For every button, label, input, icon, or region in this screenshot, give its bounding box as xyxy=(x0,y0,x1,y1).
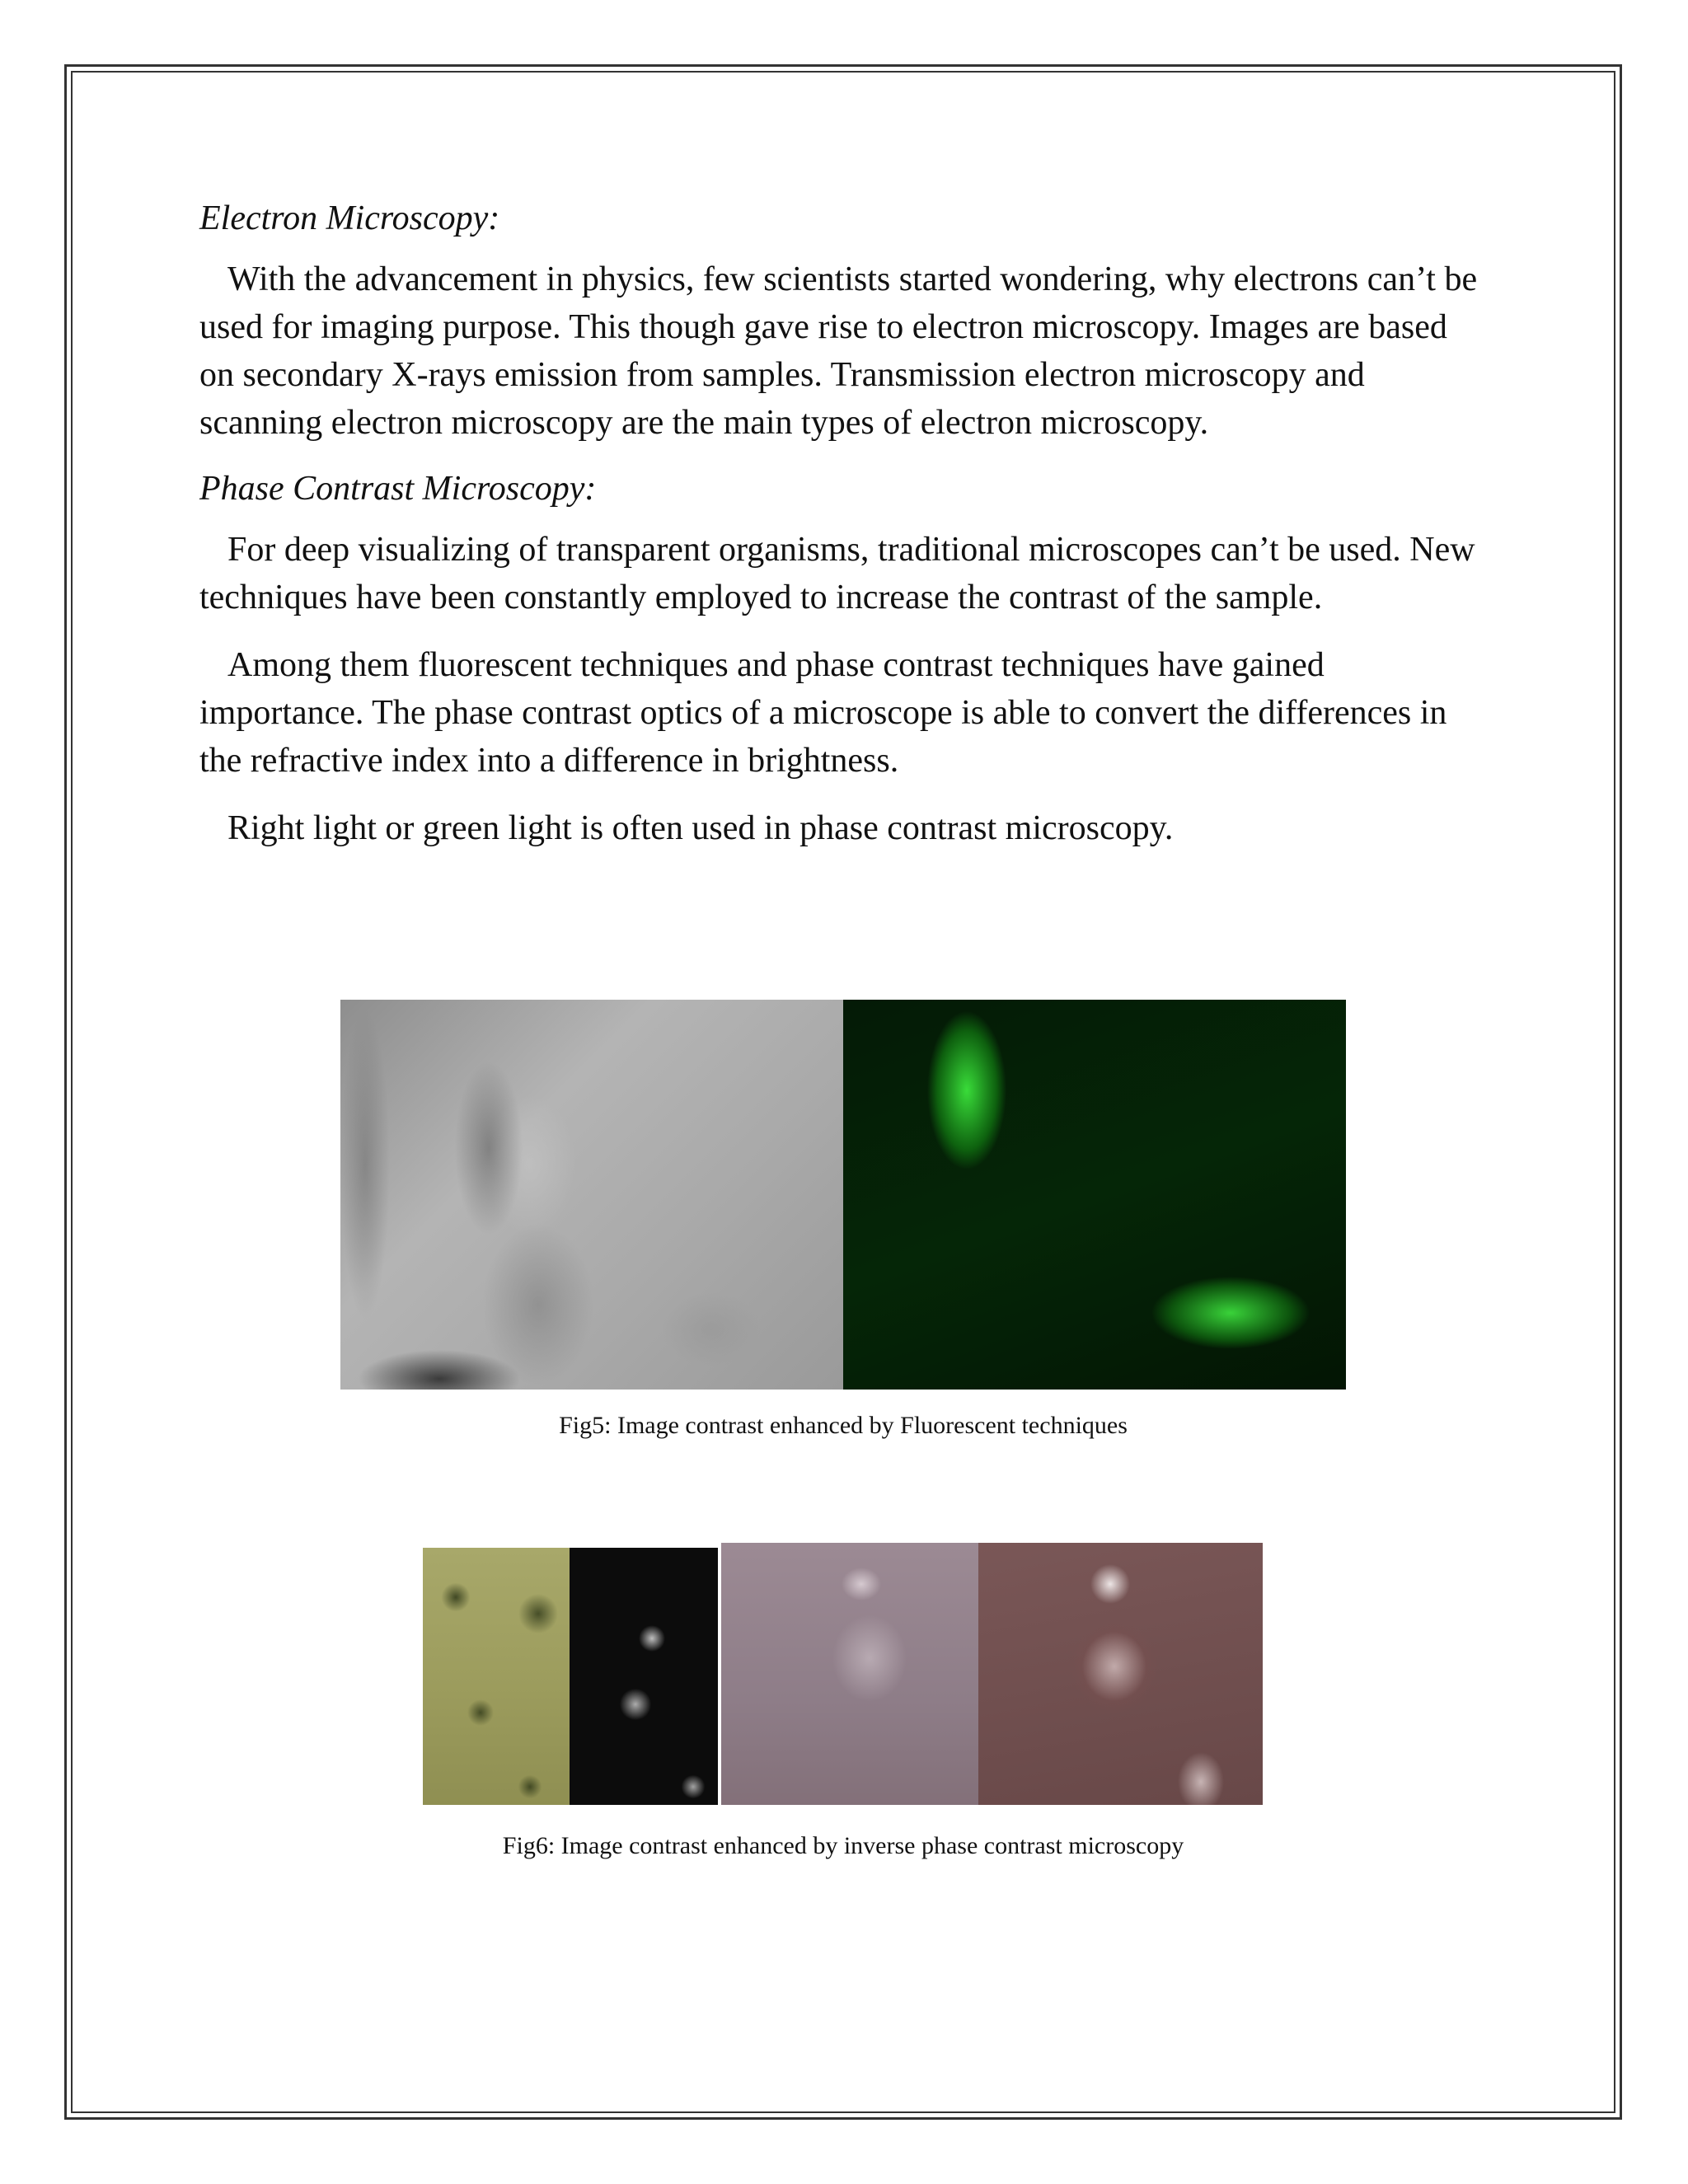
section-heading-phase-contrast: Phase Contrast Microscopy: xyxy=(199,470,597,508)
fig6-phase-contrast-cells-image xyxy=(423,1548,570,1805)
fig5-brightfield-image xyxy=(340,1000,843,1390)
document-body xyxy=(199,196,1485,872)
paragraph-transparent-organisms: For deep visualizing of transparent organisms, traditional microscopes can’t be used. New techniques have been constantly employed to increase the contrast of the sample. xyxy=(199,531,1475,616)
paragraph-light-usage: Right light or green light is often used in phase contrast microscopy. xyxy=(227,809,1174,847)
fig6-fluorescent-cells-image xyxy=(570,1548,718,1805)
fig6-inverse-phase-contrast-image xyxy=(978,1543,1263,1805)
paragraph-electron-microscopy: With the advancement in physics, few scientists started wondering, why electrons can’t be used for imaging purpose. This though gave rise to electron microscopy. Images are based on secondary X-rays emission from samples. Transmission electron microscopy and scanning electron microscopy are the main types of electron microscopy. xyxy=(199,260,1478,442)
fig6-standard-contrast-image xyxy=(721,1543,978,1805)
fig5-caption: Fig5: Image contrast enhanced by Fluorescent techniques xyxy=(559,1412,1128,1439)
fig6-caption: Fig6: Image contrast enhanced by inverse phase contrast microscopy xyxy=(502,1832,1184,1859)
paragraph-fluorescent-techniques: Among them fluorescent techniques and phase contrast techniques have gained importance. The phase contrast optics of a microscope is able to convert the differences in the refractive index into a difference in brightness. xyxy=(199,646,1447,780)
fig5-fluorescent-image xyxy=(843,1000,1346,1390)
section-heading-electron-microscopy: Electron Microscopy: xyxy=(199,199,500,237)
